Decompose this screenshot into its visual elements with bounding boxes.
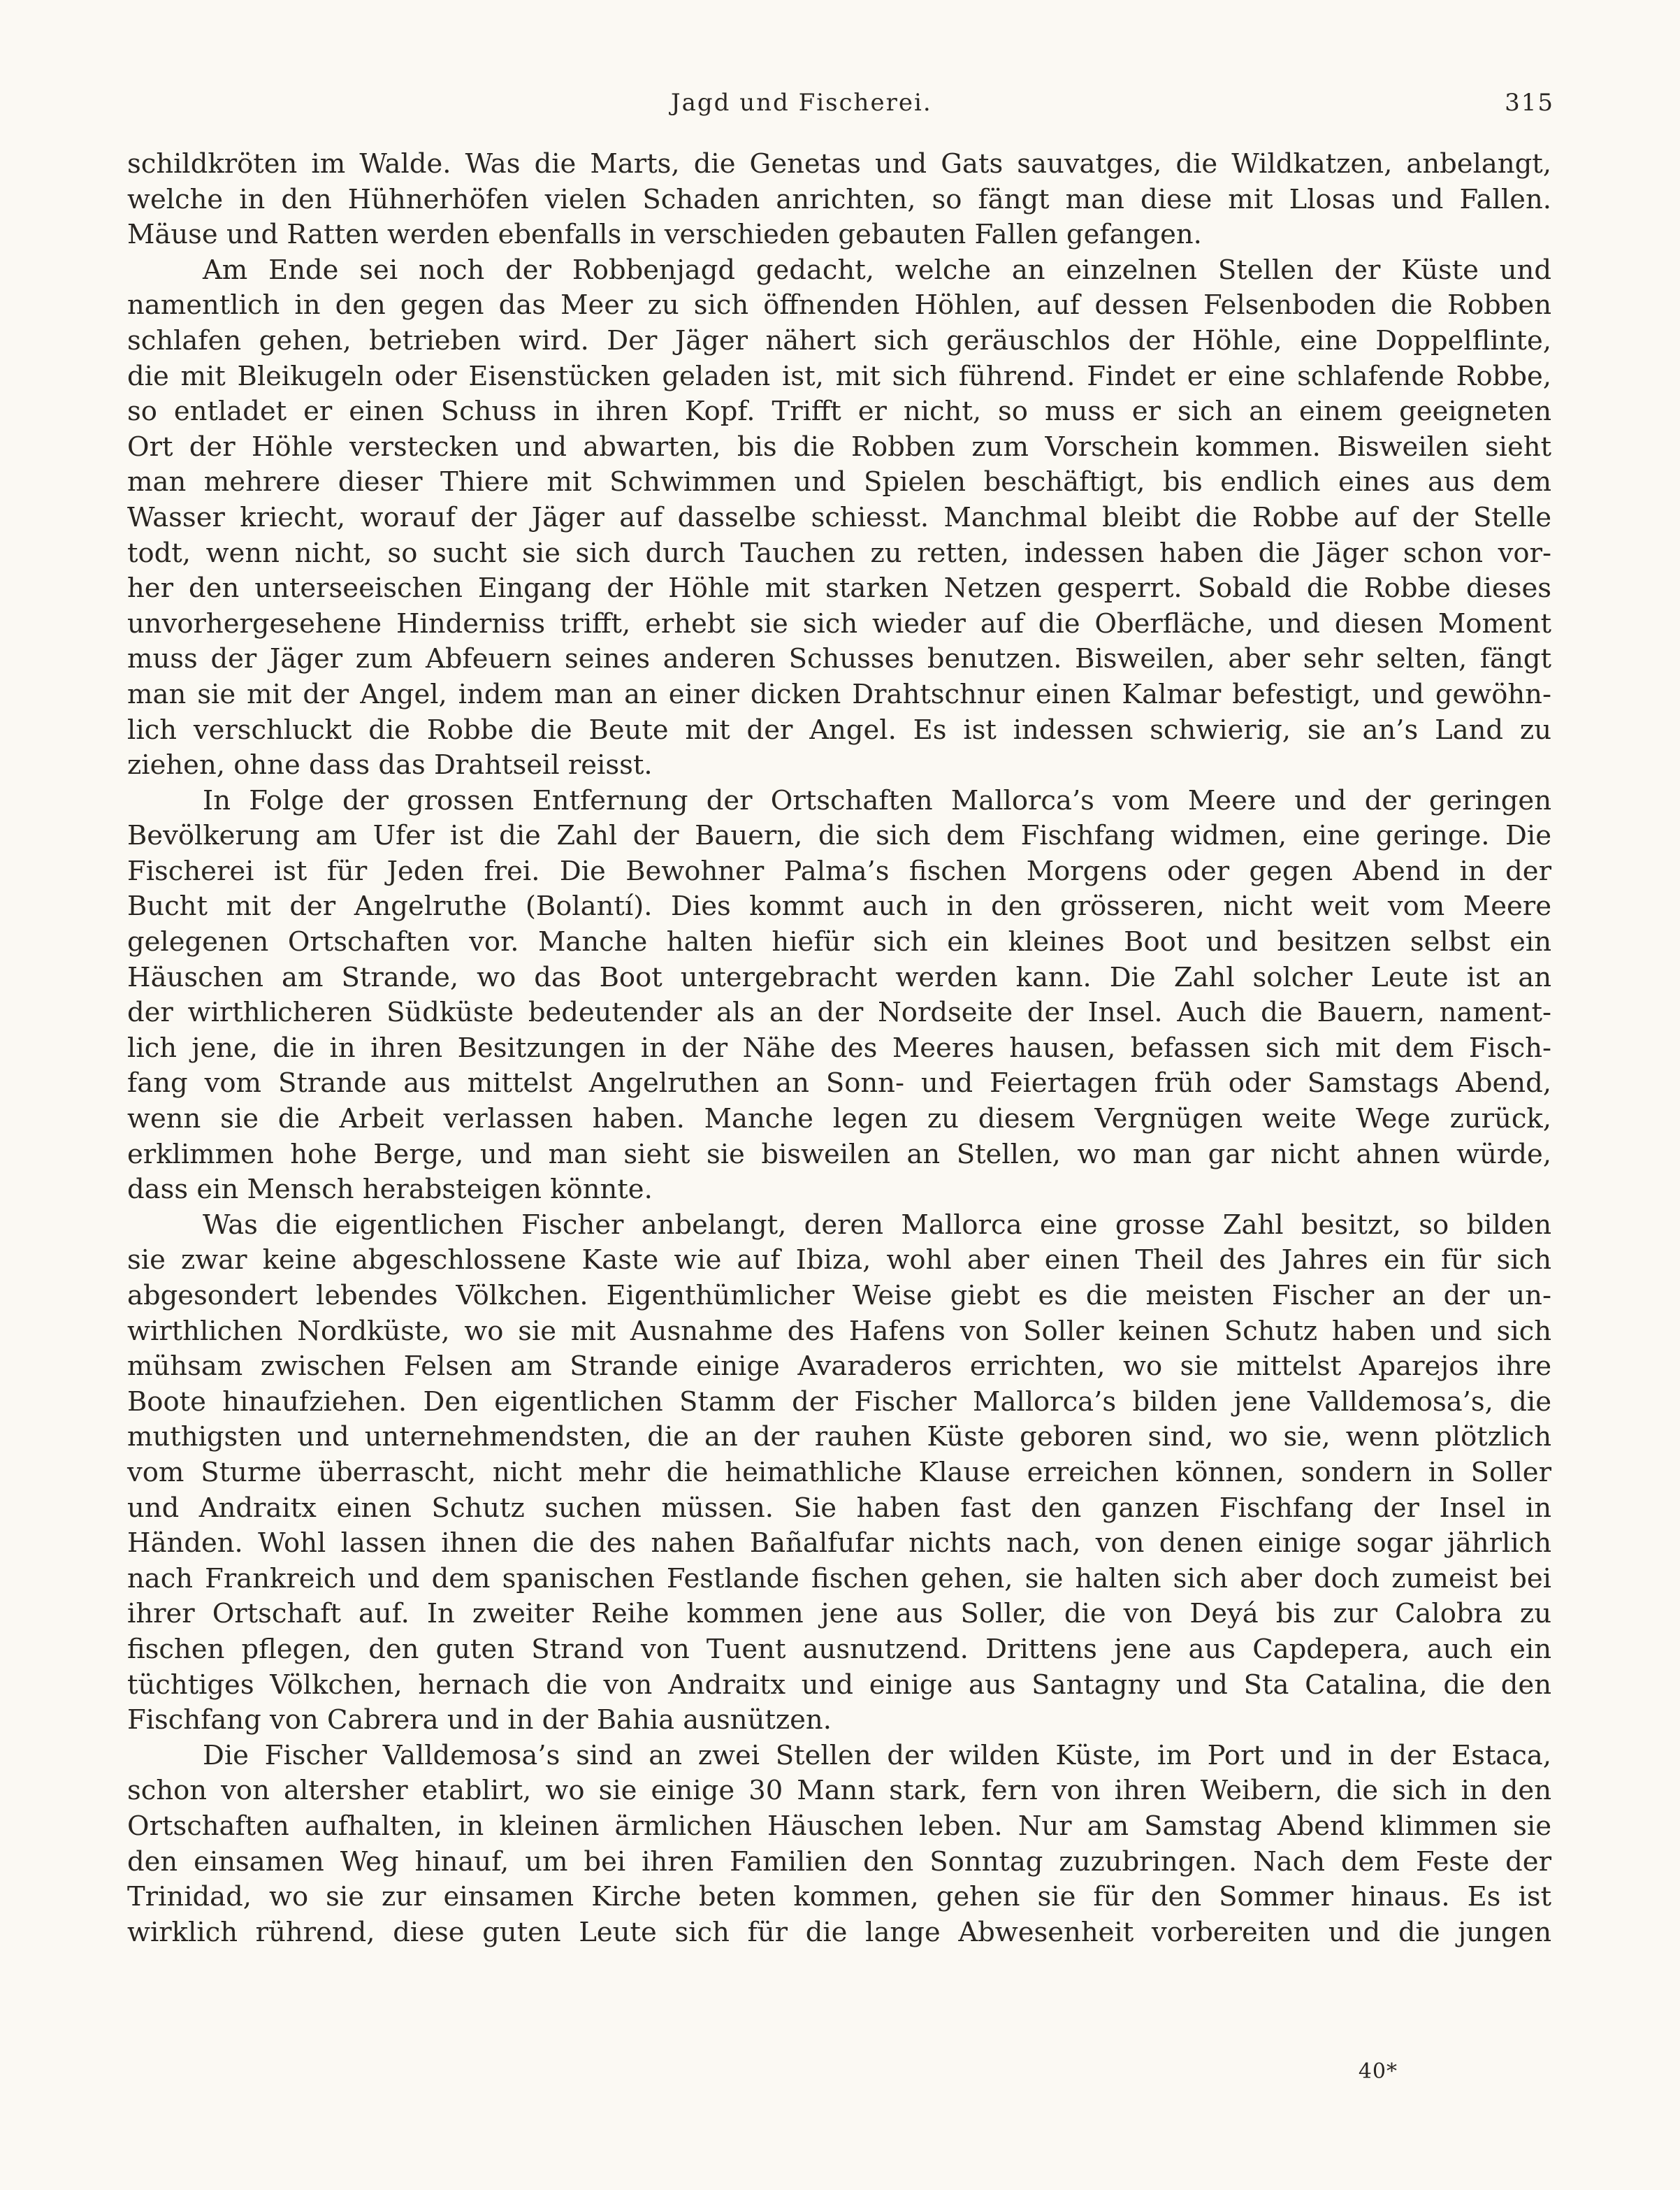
text-line: sie zwar keine abgeschlossene Kaste wie auf Ibiza, wohl aber einen Theil des Jahres ein für sich: [127, 1244, 1551, 1276]
text-line: nach Frankreich und dem spanischen Festlande fischen gehen, sie halten sich aber doch zumeist bei: [127, 1562, 1551, 1594]
text-line: man sie mit der Angel, indem man an einer dicken Drahtschnur einen Kalmar befestigt, und gewöhn-: [127, 678, 1551, 710]
text-line: Trinidad, wo sie zur einsamen Kirche beten kommen, gehen sie für den Sommer hinaus. Es ist: [127, 1881, 1551, 1913]
text-line: abgesondert lebendes Völkchen. Eigenthümlicher Weise giebt es die meisten Fischer an der un-: [127, 1280, 1551, 1311]
text-line: dass ein Mensch herabsteigen könnte.: [127, 1174, 653, 1206]
text-line: Ortschaften aufhalten, in kleinen ärmlichen Häuschen leben. Nur am Samstag Abend klimmen sie: [127, 1810, 1551, 1842]
text-line: In Folge der grossen Entfernung der Ortschaften Mallorca’s vom Meere und der geringen: [203, 784, 1551, 816]
text-line: Boote hinaufziehen. Den eigentlichen Stamm der Fischer Mallorca’s bilden jene Valldemosa’s, die: [127, 1385, 1551, 1418]
text-line: muss der Jäger zum Abfeuern seines anderen Schusses benutzen. Bisweilen, aber sehr selten, fängt: [127, 643, 1551, 675]
text-line: unvorhergesehene Hinderniss trifft, erhebt sie sich wieder auf die Oberfläche, und diesen Moment: [127, 607, 1551, 640]
text-line: Ort der Höhle verstecken und abwarten, bis die Robben zum Vorschein kommen. Bisweilen sieht: [127, 431, 1551, 463]
text-line: ihrer Ortschaft auf. In zweiter Reihe kommen jene aus Soller, die von Deyá bis zur Calobra zu: [127, 1598, 1551, 1630]
text-line: den einsamen Weg hinauf, um bei ihren Familien den Sonntag zuzubringen. Nach dem Feste der: [127, 1845, 1551, 1878]
text-line: welche in den Hühnerhöfen vielen Schaden anrichten, so fängt man diese mit Llosas und Fallen.: [127, 183, 1551, 215]
text-line: Fischfang von Cabrera und in der Bahia ausnützen.: [127, 1704, 832, 1736]
page-number: 315: [1505, 89, 1554, 117]
text-line: der wirthlicheren Südküste bedeutender als an der Nordseite der Insel. Auch die Bauern, nament-: [127, 997, 1551, 1029]
text-line: her den unterseeischen Eingang der Höhle mit starken Netzen gesperrt. Sobald die Robbe dieses: [127, 572, 1551, 605]
text-line: man mehrere dieser Thiere mit Schwimmen und Spielen beschäftigt, bis endlich eines aus dem: [127, 466, 1551, 498]
text-line: mühsam zwischen Felsen am Strande einige Avaraderos errichten, wo sie mittelst Aparejos ihre: [127, 1350, 1551, 1383]
text-line: Die Fischer Valldemosa’s sind an zwei Stellen der wilden Küste, im Port und in der Estaca,: [203, 1739, 1551, 1771]
text-line: Fischerei ist für Jeden frei. Die Bewohner Palma’s fischen Morgens oder gegen Abend in der: [127, 855, 1551, 887]
signature-mark: 40*: [1358, 2059, 1398, 2084]
text-line: schildkröten im Walde. Was die Marts, die Genetas und Gats sauvatges, die Wildkatzen, anbelangt,: [127, 148, 1551, 180]
text-line: vom Sturme überrascht, nicht mehr die heimathliche Klause erreichen können, sondern in Soller: [127, 1456, 1551, 1488]
running-title: Jagd und Fischerei.: [671, 89, 932, 117]
text-line: wirthlichen Nordküste, wo sie mit Ausnahme des Hafens von Soller keinen Schutz haben und sich: [127, 1315, 1551, 1347]
text-line: Am Ende sei noch der Robbenjagd gedacht, welche an einzelnen Stellen der Küste und: [203, 254, 1551, 286]
text-line: Händen. Wohl lassen ihnen die des nahen Bañalfufar nichts nach, von denen einige sogar jährlich: [127, 1527, 1551, 1559]
text-line: schon von altersher etablirt, wo sie einige 30 Mann stark, fern von ihren Weibern, die sich in den: [127, 1775, 1551, 1807]
text-line: schlafen gehen, betrieben wird. Der Jäger nähert sich geräuschlos der Höhle, eine Doppelflinte,: [127, 324, 1551, 356]
text-line: todt, wenn nicht, so sucht sie sich durch Tauchen zu retten, indessen haben die Jäger schon vor-: [127, 537, 1551, 569]
text-line: lich jene, die in ihren Besitzungen in der Nähe des Meeres hausen, befassen sich mit dem Fisch-: [127, 1032, 1551, 1064]
text-line: und Andraitx einen Schutz suchen müssen. Sie haben fast den ganzen Fischfang der Insel in: [127, 1492, 1551, 1524]
text-line: Bevölkerung am Ufer ist die Zahl der Bauern, die sich dem Fischfang widmen, eine geringe. Die: [127, 820, 1551, 852]
text-line: Wasser kriecht, worauf der Jäger auf dasselbe schiesst. Manchmal bleibt die Robbe auf der Stelle: [127, 501, 1551, 533]
text-line: wirklich rührend, diese guten Leute sich für die lange Abwesenheit vorbereiten und die jungen: [127, 1916, 1551, 1948]
text-line: wenn sie die Arbeit verlassen haben. Manche legen zu diesem Vergnügen weite Wege zurück,: [127, 1103, 1551, 1135]
text-line: erklimmen hohe Berge, und man sieht sie bisweilen an Stellen, wo man gar nicht ahnen würde,: [127, 1138, 1551, 1170]
text-line: tüchtiges Völkchen, hernach die von Andraitx und einige aus Santagny und Sta Catalina, die den: [127, 1669, 1551, 1701]
body-text: [127, 147, 1551, 1950]
text-line: namentlich in den gegen das Meer zu sich öffnenden Höhlen, auf dessen Felsenboden die Robben: [127, 289, 1551, 322]
text-line: Mäuse und Ratten werden ebenfalls in verschieden gebauten Fallen gefangen.: [127, 219, 1202, 251]
text-line: Was die eigentlichen Fischer anbelangt, deren Mallorca eine grosse Zahl besitzt, so bilden: [203, 1209, 1551, 1241]
text-line: Bucht mit der Angelruthe (Bolantí). Dies kommt auch in den grösseren, nicht weit vom Meere: [127, 891, 1551, 923]
text-line: Häuschen am Strande, wo das Boot untergebracht werden kann. Die Zahl solcher Leute ist an: [127, 961, 1551, 993]
text-line: fischen pflegen, den guten Strand von Tuent ausnutzend. Drittens jene aus Capdepera, auch ein: [127, 1633, 1551, 1665]
text-line: ziehen, ohne dass das Drahtseil reisst.: [127, 749, 653, 781]
text-line: gelegenen Ortschaften vor. Manche halten hiefür sich ein kleines Boot und besitzen selbst ein: [127, 926, 1551, 958]
text-line: so entladet er einen Schuss in ihren Kopf. Trifft er nicht, so muss er sich an einem geeigneten: [127, 396, 1551, 428]
text-line: fang vom Strande aus mittelst Angelruthen an Sonn- und Feiertagen früh oder Samstags Abend,: [127, 1067, 1551, 1100]
text-line: die mit Bleikugeln oder Eisenstücken geladen ist, mit sich führend. Findet er eine schlafende Robbe,: [127, 360, 1551, 392]
text-line: muthigsten und unternehmendsten, die an der rauhen Küste geboren sind, wo sie, wenn plötzlich: [127, 1421, 1551, 1453]
text-line: lich verschluckt die Robbe die Beute mit der Angel. Es ist indessen schwierig, sie an’s Land zu: [127, 714, 1551, 746]
